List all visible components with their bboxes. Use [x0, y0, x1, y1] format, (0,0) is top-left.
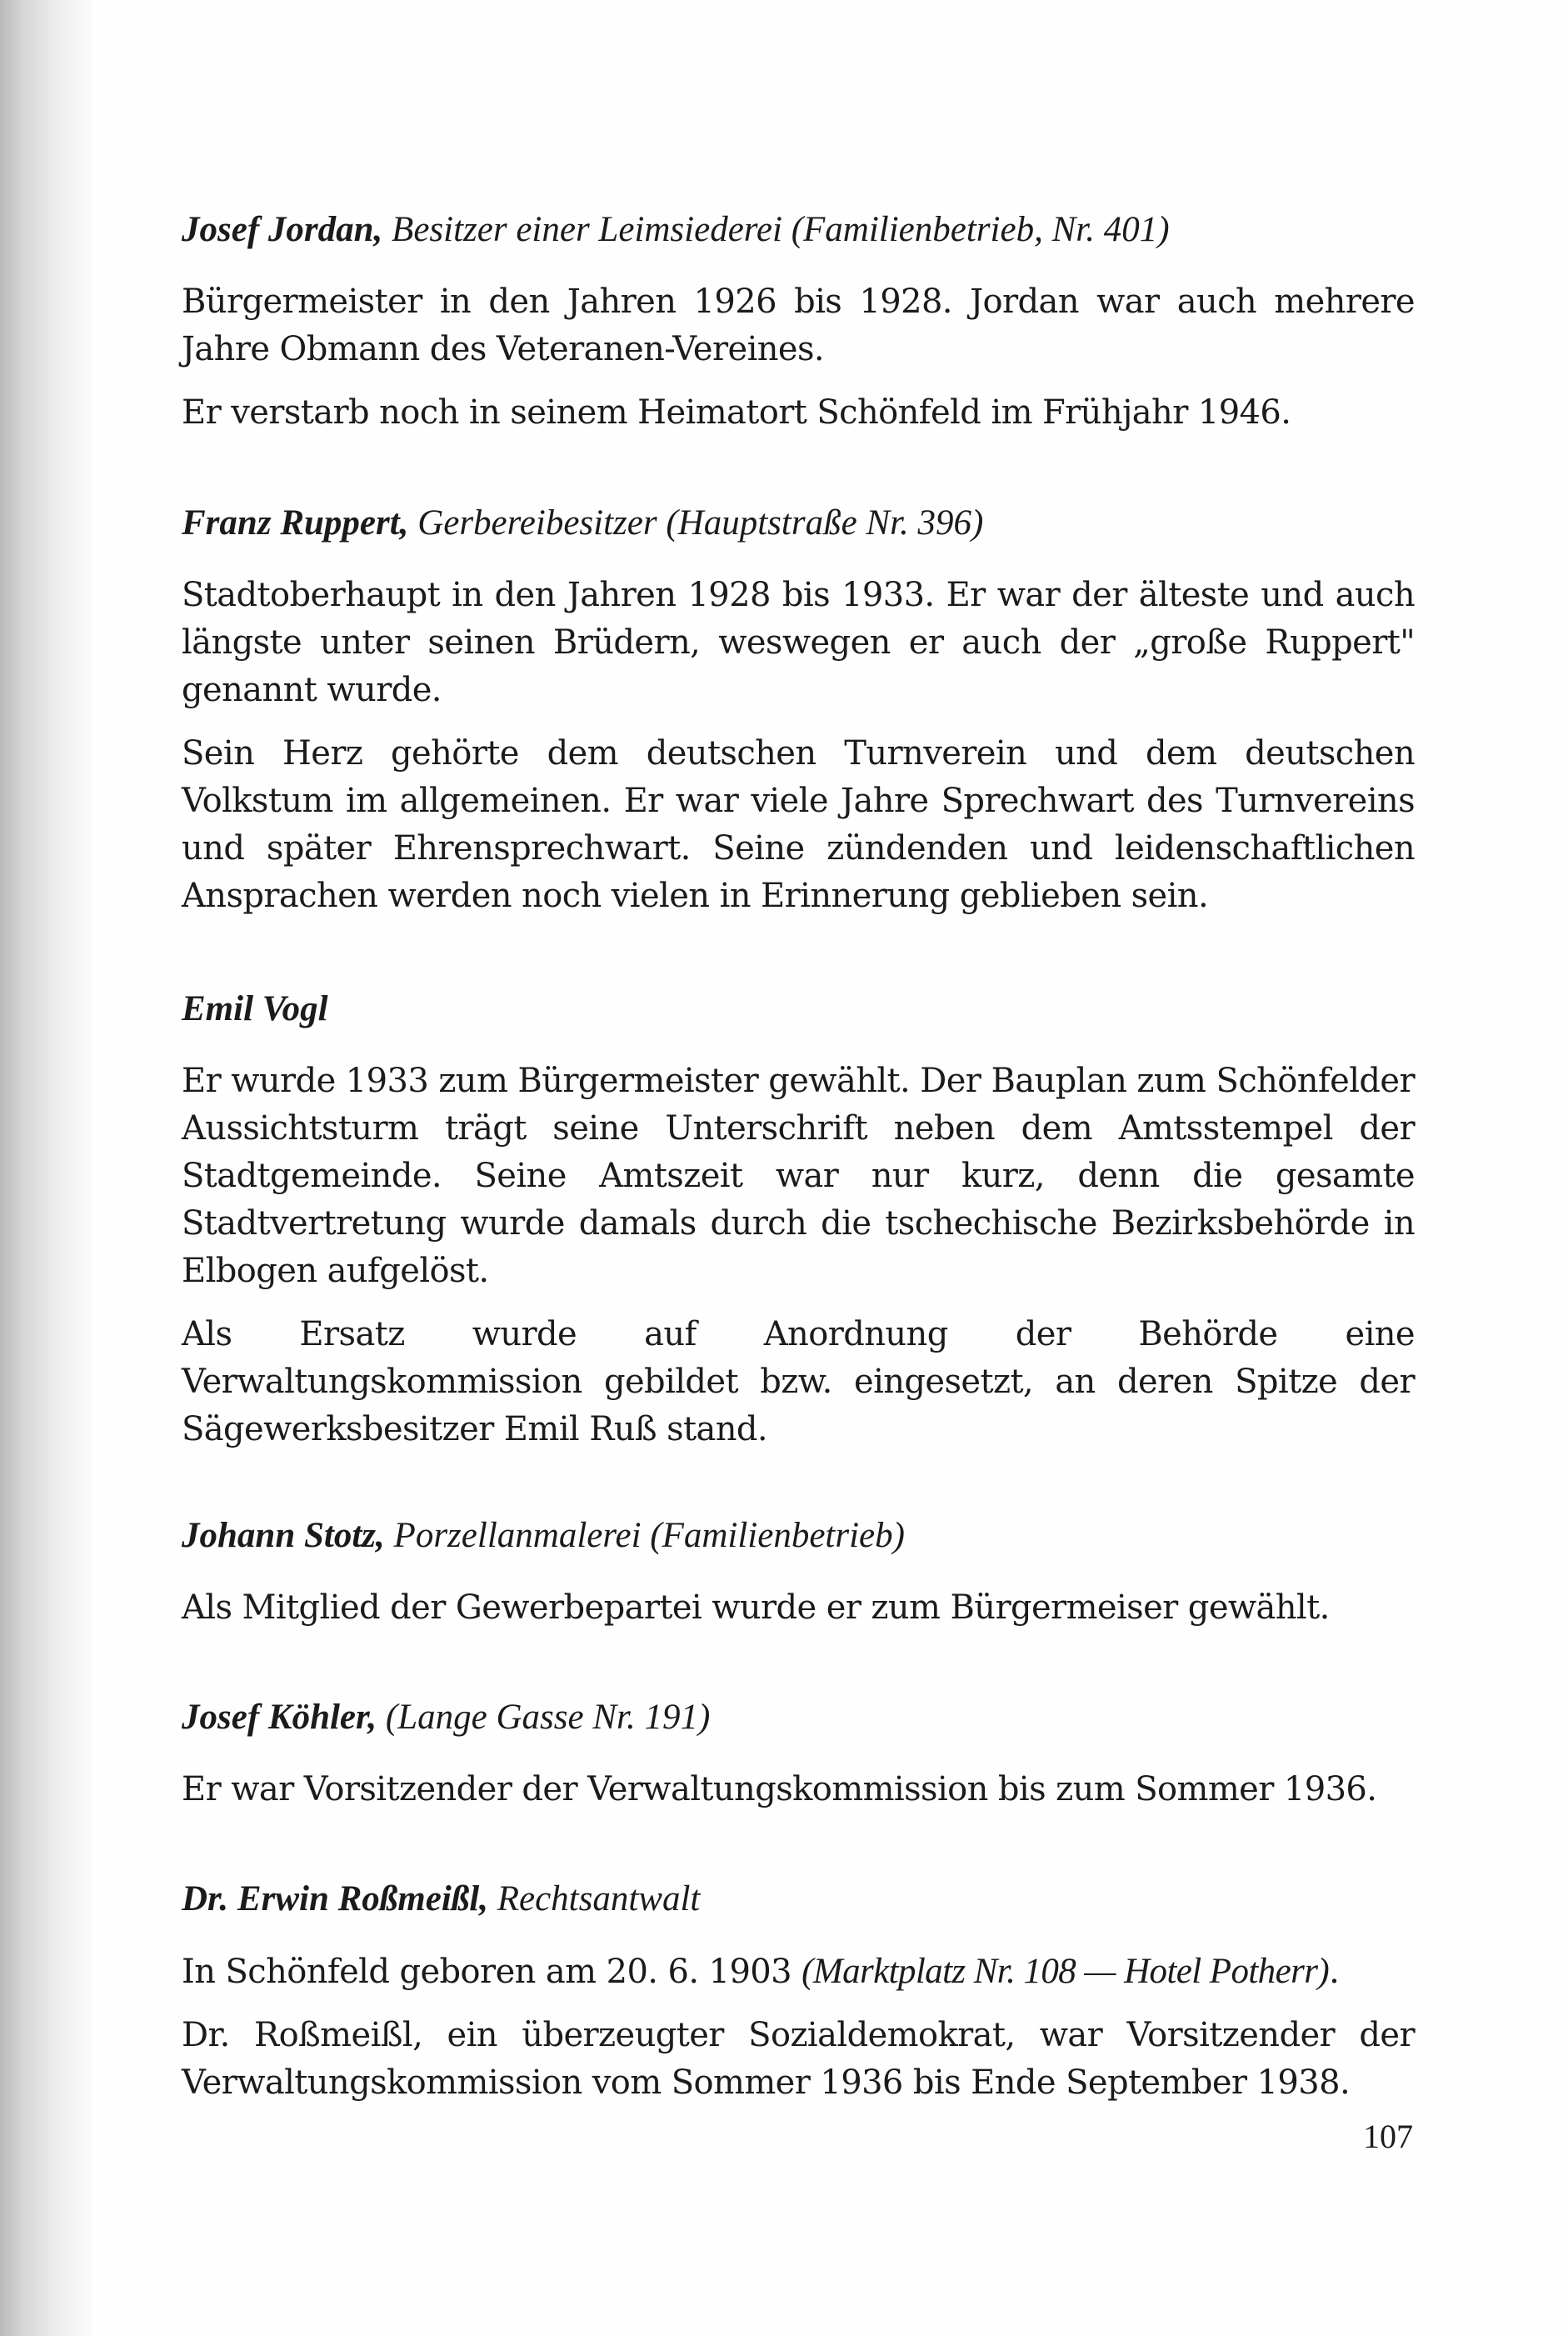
entry-heading — [182, 500, 1415, 547]
entry-heading — [182, 1694, 1415, 1741]
entry-josef-jordan — [182, 207, 1415, 437]
entry-paragraph: Als Mitglied der Gewerbepartei wurde er zum Bürgermeiser gewählt. — [182, 1588, 1330, 1627]
entry-name: Dr. Erwin Roßmeißl, — [182, 1879, 488, 1918]
entry-johann-stotz — [182, 1513, 1415, 1632]
entry-description: Besitzer einer Leimsiederei (Familienbetrieb, Nr. 401) — [382, 210, 1170, 249]
entry-heading — [182, 986, 1415, 1033]
entry-paragraph: Stadtoberhaupt in den Jahren 1928 bis 1933. Er war der älteste und auch längste unter seinen Brüdern, weswegen er auch der „große Ruppert" genannt wurde. — [182, 576, 1415, 709]
page-number: 107 — [1363, 2118, 1413, 2155]
entry-name: Josef Köhler, — [182, 1698, 377, 1737]
entry-name: Emil Vogl — [182, 989, 328, 1028]
entry-emil-vogl — [182, 986, 1415, 1453]
entry-paragraph: Bürgermeister in den Jahren 1926 bis 1928. Jordan war auch mehrere Jahre Obmann des Veteranen-Vereines. — [182, 283, 1415, 368]
birth-lead: In Schönfeld geboren am 20. 6. 1903 — [182, 1953, 802, 1991]
entry-paragraph: Sein Herz gehörte dem deutschen Turnverein und dem deutschen Volkstum im allgemeinen. Er war viele Jahre Sprechwart des Turnvereins und später Ehrensprechwart. Seine zündenden und leidenschaftlichen Ansprachen werden noch vielen in Erinnerung geblieben sein. — [182, 734, 1415, 915]
entry-paragraph: Als Ersatz wurde auf Anordnung der Behörde eine Verwaltungskommission gebildet bzw. eingesetzt, an deren Spitze der Sägewerksbesitzer Emil Ruß stand. — [182, 1315, 1415, 1448]
entry-description: Porzellanmalerei (Familienbetrieb) — [384, 1516, 905, 1555]
entry-name: Franz Ruppert, — [182, 503, 409, 543]
entry-paragraph: Er verstarb noch in seinem Heimatort Schönfeld im Frühjahr 1946. — [182, 393, 1291, 432]
entry-franz-ruppert — [182, 500, 1415, 920]
entry-heading — [182, 207, 1415, 253]
birth-tail: . — [1329, 1953, 1340, 1991]
entry-description: Gerbereibesitzer (Hauptstraße Nr. 396) — [408, 503, 984, 543]
entry-birth-paragraph — [182, 1948, 1415, 1996]
birth-place: (Marktplatz Nr. 108 — Hotel Potherr) — [801, 1952, 1330, 1991]
entry-description: Rechtsantwalt — [487, 1879, 701, 1918]
entry-name: Johann Stotz, — [182, 1516, 385, 1555]
entry-heading — [182, 1513, 1415, 1559]
entry-heading — [182, 1876, 1415, 1923]
entry-paragraph: Er wurde 1933 zum Bürgermeister gewählt. Der Bauplan zum Schönfelder Aussichtsturm trägt seine Unterschrift neben dem Amtsstempel der Stadtgemeinde. Seine Amtszeit war nur kurz, denn die gesamte Stadtvertretung wurde damals durch die tschechische Bezirksbehörde in Elbogen aufgelöst. — [182, 1062, 1415, 1290]
entry-name: Josef Jordan, — [182, 210, 383, 249]
entry-erwin-rossmeissl — [182, 1876, 1415, 2107]
entry-paragraph: Dr. Roßmeißl, ein überzeugter Sozialdemokrat, war Vorsitzender der Verwaltungskommission vom Sommer 1936 bis Ende September 1938. — [182, 2016, 1415, 2102]
entry-josef-koehler — [182, 1694, 1415, 1813]
page-spine-shadow — [0, 0, 92, 2336]
entry-description: (Lange Gasse Nr. 191) — [377, 1698, 711, 1737]
page-content — [182, 207, 1415, 2123]
entry-paragraph: Er war Vorsitzender der Verwaltungskommission bis zum Sommer 1936. — [182, 1770, 1377, 1808]
